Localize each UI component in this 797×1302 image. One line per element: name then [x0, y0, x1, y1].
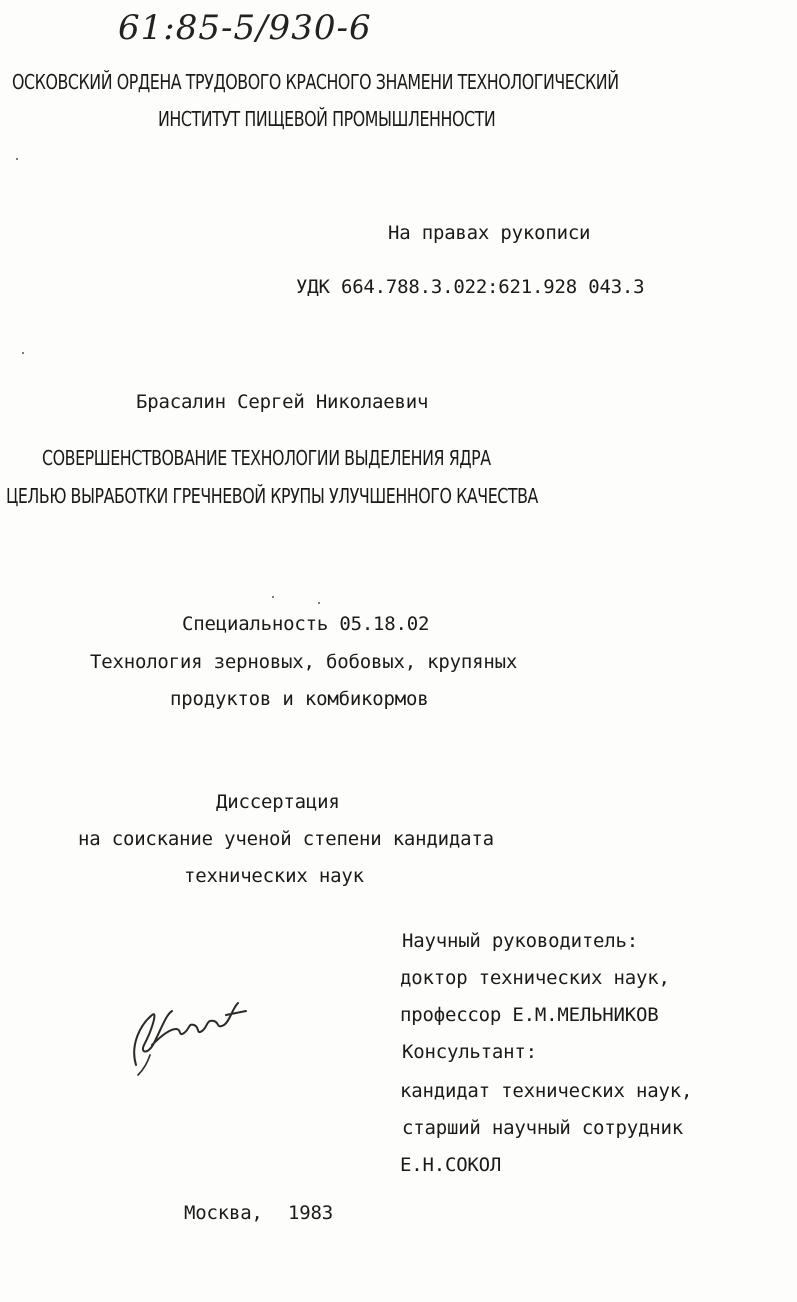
udc-code: УДК 664.788.3.022:621.928 043.3 — [296, 276, 645, 298]
consultant-position: старший научный сотрудник — [402, 1117, 683, 1139]
degree-line-1: на соискание ученой степени кандидата — [78, 828, 494, 850]
supervisor-name: профессор Е.М.МЕЛЬНИКОВ — [400, 1004, 659, 1026]
year: 1983 — [288, 1202, 333, 1224]
supervisor-label: Научный руководитель: — [402, 930, 639, 952]
title-line-1: СОВЕРШЕНСТВОВАНИЕ ТЕХНОЛОГИИ ВЫДЕЛЕНИЯ ЯДРА — [42, 446, 491, 470]
scan-speck — [318, 602, 320, 604]
specialty-code: Специальность 05.18.02 — [182, 613, 430, 635]
archive-code-handwritten: 61:85-5/930-6 — [118, 8, 372, 48]
consultant-name: Е.Н.СОКОЛ — [400, 1154, 502, 1176]
specialty-name-2: продуктов и комбикормов — [170, 688, 429, 710]
supervisor-degree: доктор технических наук, — [400, 967, 670, 989]
institute-line-1: ОСКОВСКИЙ ОРДЕНА ТРУДОВОГО КРАСНОГО ЗНАМЕНИ ТЕХНОЛОГИЧЕСКИЙ — [12, 70, 619, 94]
consultant-label: Консультант: — [402, 1041, 537, 1063]
specialty-name-1: Технология зерновых, бобовых, крупяных — [90, 651, 518, 673]
scan-speck — [22, 352, 24, 354]
author-name: Брасалин Сергей Николаевич — [136, 391, 429, 413]
institute-line-2: ИНСТИТУТ ПИЩЕВОЙ ПРОМЫШЛЕННОСТИ — [158, 107, 496, 131]
consultant-degree: кандидат технических наук, — [400, 1080, 693, 1102]
title-line-2: ЦЕЛЬЮ ВЫРАБОТКИ ГРЕЧНЕВОЙ КРУПЫ УЛУЧШЕННОГО КАЧЕСТВА — [6, 484, 538, 508]
city: Москва, — [184, 1202, 263, 1224]
dissertation-label: Диссертация — [216, 791, 340, 813]
author-signature — [122, 985, 252, 1080]
scan-speck — [272, 596, 274, 598]
scan-speck — [16, 158, 18, 160]
manuscript-rights: На правах рукописи — [388, 222, 591, 244]
degree-line-2: технических наук — [184, 865, 364, 887]
